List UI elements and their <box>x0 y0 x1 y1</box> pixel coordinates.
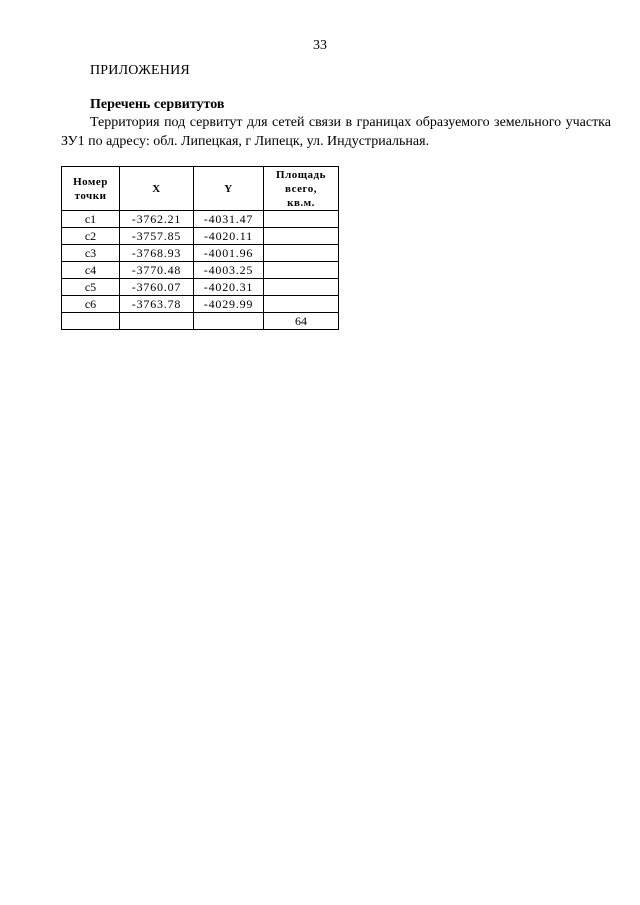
appendix-title: ПРИЛОЖЕНИЯ <box>90 63 190 78</box>
cell-area <box>264 245 339 262</box>
table-header-row <box>62 167 339 211</box>
header-point-line1: Номер <box>73 175 108 188</box>
total-area-value: 64 <box>264 313 339 330</box>
cell-y: -4029.99 <box>194 296 264 313</box>
cell-y <box>194 313 264 330</box>
cell-point: с3 <box>62 245 120 262</box>
cell-x: -3763.78 <box>120 296 194 313</box>
cell-area <box>264 228 339 245</box>
header-area <box>264 167 339 211</box>
servitude-table <box>61 166 339 330</box>
cell-y: -4031.47 <box>194 211 264 228</box>
page-number: 33 <box>313 38 327 53</box>
table-total-row <box>62 313 339 330</box>
cell-point: с5 <box>62 279 120 296</box>
cell-y: -4001.96 <box>194 245 264 262</box>
header-area-line1: Площадь <box>276 168 326 181</box>
cell-y: -4020.11 <box>194 228 264 245</box>
header-area-line3: кв.м. <box>287 196 315 209</box>
description-paragraph: Территория под сервитут для сетей связи в границах образуемого земельного участка ЗУ1 по адресу: обл. Липецкая, г Липецк, ул. Индустриальная. <box>61 115 611 149</box>
cell-point: с2 <box>62 228 120 245</box>
cell-y: -4003.25 <box>194 262 264 279</box>
header-point-line2: точки <box>74 189 107 202</box>
table-row <box>62 262 339 279</box>
table-row <box>62 211 339 228</box>
cell-area <box>264 211 339 228</box>
section-heading: Перечень сервитутов <box>90 97 225 112</box>
table-row <box>62 296 339 313</box>
header-y: Y <box>194 167 264 211</box>
table-row <box>62 245 339 262</box>
table-row <box>62 279 339 296</box>
cell-point: с1 <box>62 211 120 228</box>
cell-y: -4020.31 <box>194 279 264 296</box>
cell-x: -3768.93 <box>120 245 194 262</box>
cell-x: -3757.85 <box>120 228 194 245</box>
cell-x: -3762.21 <box>120 211 194 228</box>
cell-area <box>264 296 339 313</box>
header-area-line2: всего, <box>285 182 317 195</box>
cell-x <box>120 313 194 330</box>
cell-x: -3770.48 <box>120 262 194 279</box>
table-row <box>62 228 339 245</box>
header-x: X <box>120 167 194 211</box>
cell-x: -3760.07 <box>120 279 194 296</box>
cell-point <box>62 313 120 330</box>
cell-point: с4 <box>62 262 120 279</box>
cell-area <box>264 262 339 279</box>
cell-area <box>264 279 339 296</box>
header-point <box>62 167 120 211</box>
cell-point: с6 <box>62 296 120 313</box>
